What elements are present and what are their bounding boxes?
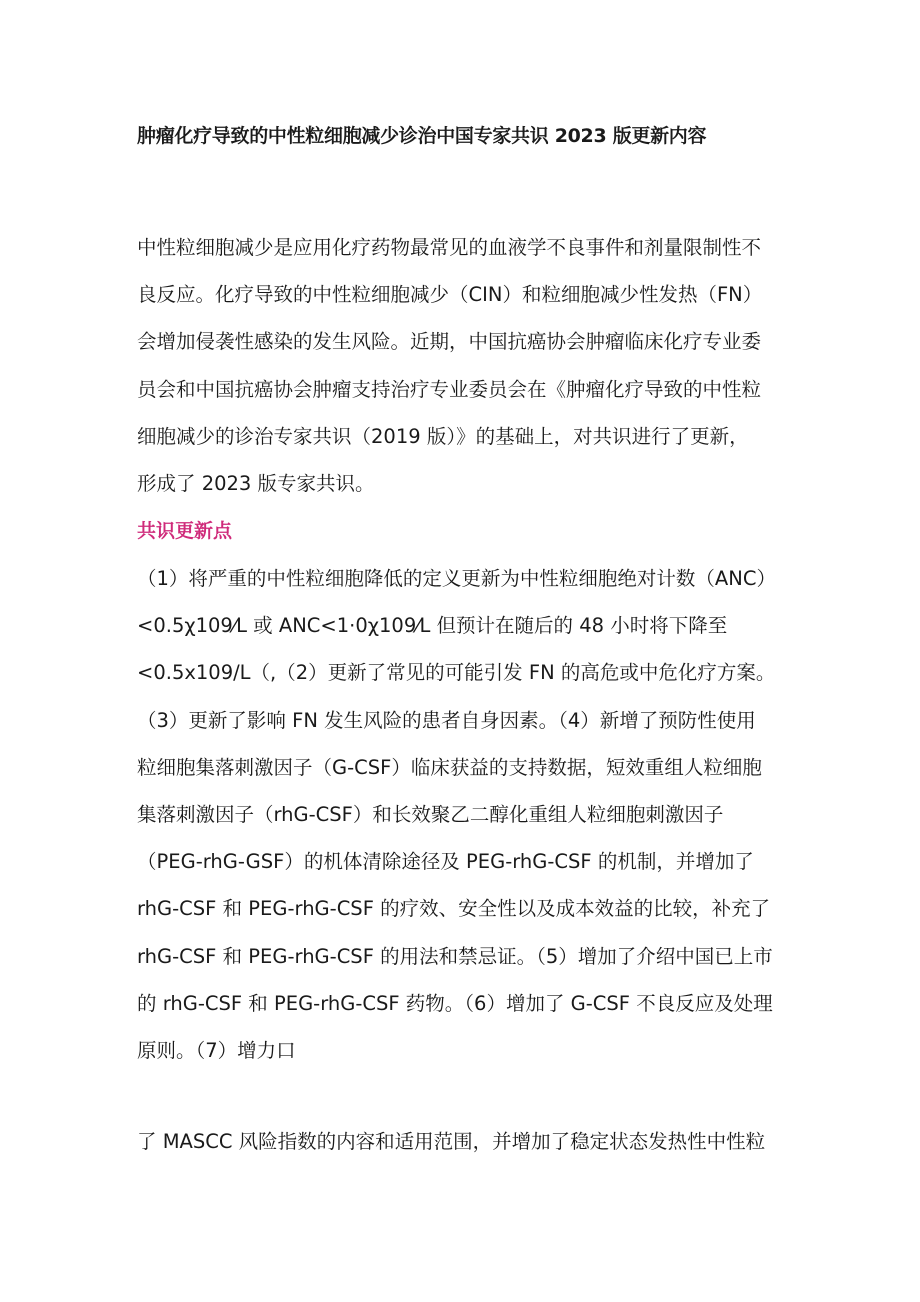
text-line: <0.5χ109⁄L 或 ANC<1·0χ109⁄L 但预计在随后的 48 小时将下降至	[137, 614, 728, 638]
text-line: 原则。（7）增力口	[137, 1039, 296, 1063]
text-line: 粒细胞集落刺激因子（G-CSF）临床获益的支持数据，短效重组人粒细胞	[137, 755, 762, 779]
update-points-paragraph	[137, 555, 785, 1074]
text-line: 员会和中国抗癌协会肿瘤支持治疗专业委员会在《肿瘤化疗导致的中性粒	[137, 377, 762, 401]
text-line: rhG-CSF 和 PEG-rhG-CSF 的用法和禁忌证。（5）增加了介绍中国已上市	[137, 944, 773, 968]
text-line: 了 MASCC 风险指数的内容和适用范围，并增加了稳定状态发热性中性粒	[137, 1130, 766, 1153]
continuation-paragraph	[137, 1118, 785, 1165]
document-title: 肿瘤化疗导致的中性粒细胞减少诊治中国专家共识 2023 版更新内容	[137, 125, 707, 147]
text-line: 会增加侵袭性感染的发生风险。近期，中国抗癌协会肿瘤临床化疗专业委	[137, 330, 762, 354]
intro-paragraph	[137, 224, 785, 507]
text-line: 细胞减少的诊治专家共识（2019 版）》的基础上，对共识进行了更新，	[137, 424, 749, 448]
text-line: （PEG-rhG-GSF）的机体清除途径及 PEG-rhG-CSF 的机制，并增加了	[137, 850, 754, 874]
text-line: rhG-CSF 和 PEG-rhG-CSF 的疗效、安全性以及成本效益的比较，补充了	[137, 897, 771, 921]
text-line: 形成了 2023 版专家共识。	[137, 472, 375, 496]
text-line: 良反应。化疗导致的中性粒细胞减少（CIN）和粒细胞减少性发热（FN）	[137, 283, 763, 307]
text-line: <0.5x109/L（,（2）更新了常见的可能引发 FN 的高危或中危化疗方案。	[137, 661, 776, 685]
text-line: （1）将严重的中性粒细胞降低的定义更新为中性粒细胞绝对计数（ANC）	[137, 567, 776, 590]
text-line: 中性粒细胞减少是应用化疗药物最常见的血液学不良事件和剂量限制性不	[137, 236, 762, 259]
text-line: （3）更新了影响 FN 发生风险的患者自身因素。（4）新增了预防性使用	[137, 708, 756, 732]
text-line: 的 rhG-CSF 和 PEG-rhG-CSF 药物。（6）增加了 G-CSF 不良反应及处理	[137, 991, 773, 1015]
section-heading: 共识更新点	[137, 520, 233, 542]
text-line: 集落刺激因子（rhG-CSF）和长效聚乙二醇化重组人粒细胞刺激因子	[137, 803, 724, 827]
